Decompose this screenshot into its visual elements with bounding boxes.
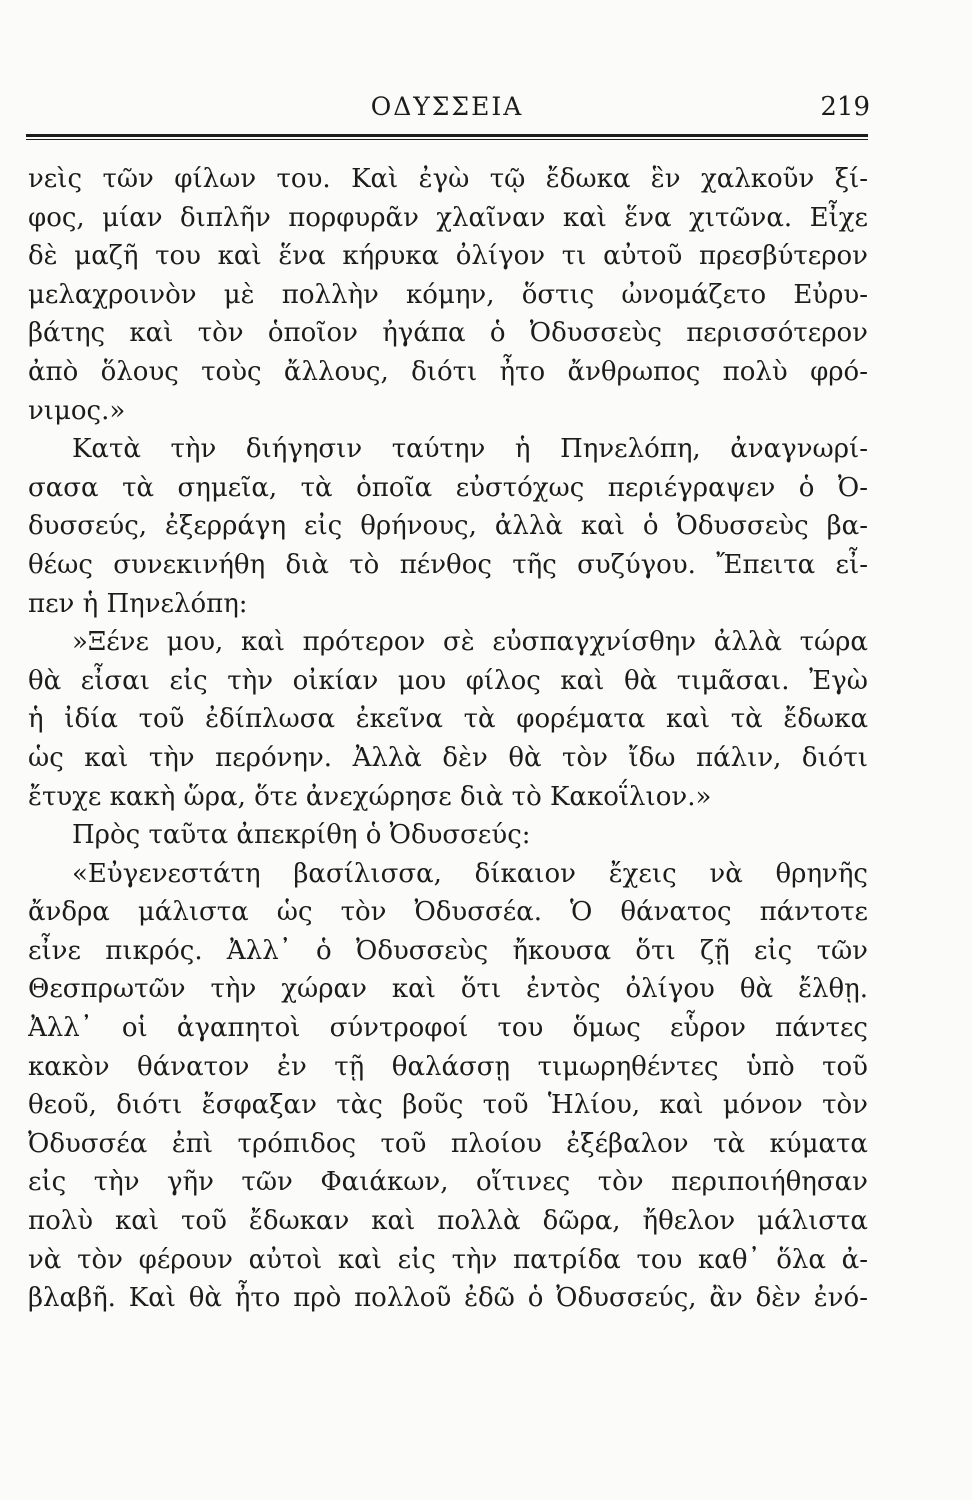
text-line: βλαβῆ. Καὶ θὰ ἦτο πρὸ πολλοῦ ἐδῶ ὁ Ὀδυσσεύς, ἂν δὲν ἐνό- <box>28 1283 868 1314</box>
page-number: 219 <box>820 92 870 122</box>
text-line: Πρὸς ταῦτα ἀπεκρίθη ὁ Ὀδυσσεύς: <box>72 820 531 851</box>
text-line: Θεσπρωτῶν τὴν χώραν καὶ ὅτι ἐντὸς ὀλίγου θὰ ἔλθῃ. <box>28 974 868 1005</box>
text-line: »Ξένε μου, καὶ πρότερον σὲ εὐσπαγχνίσθην ἀλλὰ τώρα <box>72 627 868 658</box>
text-line: θὰ εἶσαι εἰς τὴν οἰκίαν μου φίλος καὶ θὰ τιμᾶσαι. Ἐγὼ <box>28 665 868 696</box>
text-line: «Εὐγενεστάτη βασίλισσα, δίκαιον ἔχεις νὰ θρηνῆς <box>72 858 868 889</box>
text-line: θέως συνεκινήθη διὰ τὸ πένθος τῆς συζύγου. Ἔπειτα εἶ- <box>28 549 868 580</box>
body-text <box>28 160 868 1318</box>
text-line: βάτης καὶ τὸν ὁποῖον ἠγάπα ὁ Ὀδυσσεὺς περισσότερον <box>28 318 868 349</box>
text-line: ἡ ἰδία τοῦ ἐδίπλωσα ἐκεῖνα τὰ φορέματα καὶ τὰ ἔδωκα <box>28 704 868 735</box>
text-line: φος, μίαν διπλῆν πορφυρᾶν χλαῖναν καὶ ἕνα χιτῶνα. Εἶχε <box>28 202 868 233</box>
text-line: δυσσεύς, ἐξερράγη εἰς θρήνους, ἀλλὰ καὶ ὁ Ὀδυσσεὺς βα- <box>28 511 868 542</box>
text-line: πεν ἡ Πηνελόπη: <box>28 588 248 619</box>
text-line: νὰ τὸν φέρουν αὐτοὶ καὶ εἰς τὴν πατρίδα του καθ᾽ ὅλα ἀ- <box>28 1244 868 1275</box>
text-line: κακὸν θάνατον ἐν τῇ θαλάσσῃ τιμωρηθέντες ὑπὸ τοῦ <box>28 1051 868 1082</box>
text-line: σασα τὰ σημεῖα, τὰ ὁποῖα εὐστόχως περιέγραψεν ὁ Ὀ- <box>28 472 868 503</box>
text-line: θεοῦ, διότι ἔσφαξαν τὰς βοῦς τοῦ Ἡλίου, καὶ μόνον τὸν <box>28 1090 868 1121</box>
text-line: Ἀλλ᾽ οἱ ἀγαπητοὶ σύντροφοί του ὅμως εὗρον πάντες <box>28 1013 868 1044</box>
text-line: ἔτυχε κακὴ ὥρα, ὅτε ἀνεχώρησε διὰ τὸ Κακοΐλιον.» <box>28 781 712 812</box>
text-line: εἶνε πικρός. Ἀλλ᾽ ὁ Ὀδυσσεὺς ἤκουσα ὅτι ζῇ εἰς τῶν <box>28 935 868 966</box>
text-line: νεὶς τῶν φίλων του. Καὶ ἐγὼ τῷ ἔδωκα ἓν χαλκοῦν ξί- <box>28 164 868 194</box>
text-line: Ὀδυσσέα ἐπὶ τρόπιδος τοῦ πλοίου ἐξέβαλον τὰ κύματα <box>28 1128 868 1159</box>
text-line: νιμος.» <box>28 395 126 426</box>
text-line: ἀπὸ ὅλους τοὺς ἄλλους, διότι ἦτο ἄνθρωπος πολὺ φρό- <box>28 356 868 387</box>
text-line: δὲ μαζῆ του καὶ ἕνα κήρυκα ὀλίγον τι αὐτοῦ πρεσβύτερον <box>28 241 868 272</box>
text-line: πολὺ καὶ τοῦ ἔδωκαν καὶ πολλὰ δῶρα, ἤθελον μάλιστα <box>28 1206 868 1237</box>
text-line: Κατὰ τὴν διήγησιν ταύτην ἡ Πηνελόπη, ἀναγνωρί- <box>72 434 868 465</box>
header-rule <box>26 134 868 140</box>
text-line: ὡς καὶ τὴν περόνην. Ἀλλὰ δὲν θὰ τὸν ἴδω πάλιν, διότι <box>28 742 868 773</box>
text-line: ἄνδρα μάλιστα ὡς τὸν Ὀδυσσέα. Ὁ θάνατος πάντοτε <box>28 897 868 928</box>
text-line: μελαχροινὸν μὲ πολλὴν κόμην, ὅστις ὠνομάζετο Εὐρυ- <box>28 279 868 310</box>
running-head <box>24 92 870 128</box>
running-title: ΟΔΥΣΣΕΙΑ <box>370 92 524 121</box>
text-line: εἰς τὴν γῆν τῶν Φαιάκων, οἵτινες τὸν περιποιήθησαν <box>28 1167 868 1198</box>
